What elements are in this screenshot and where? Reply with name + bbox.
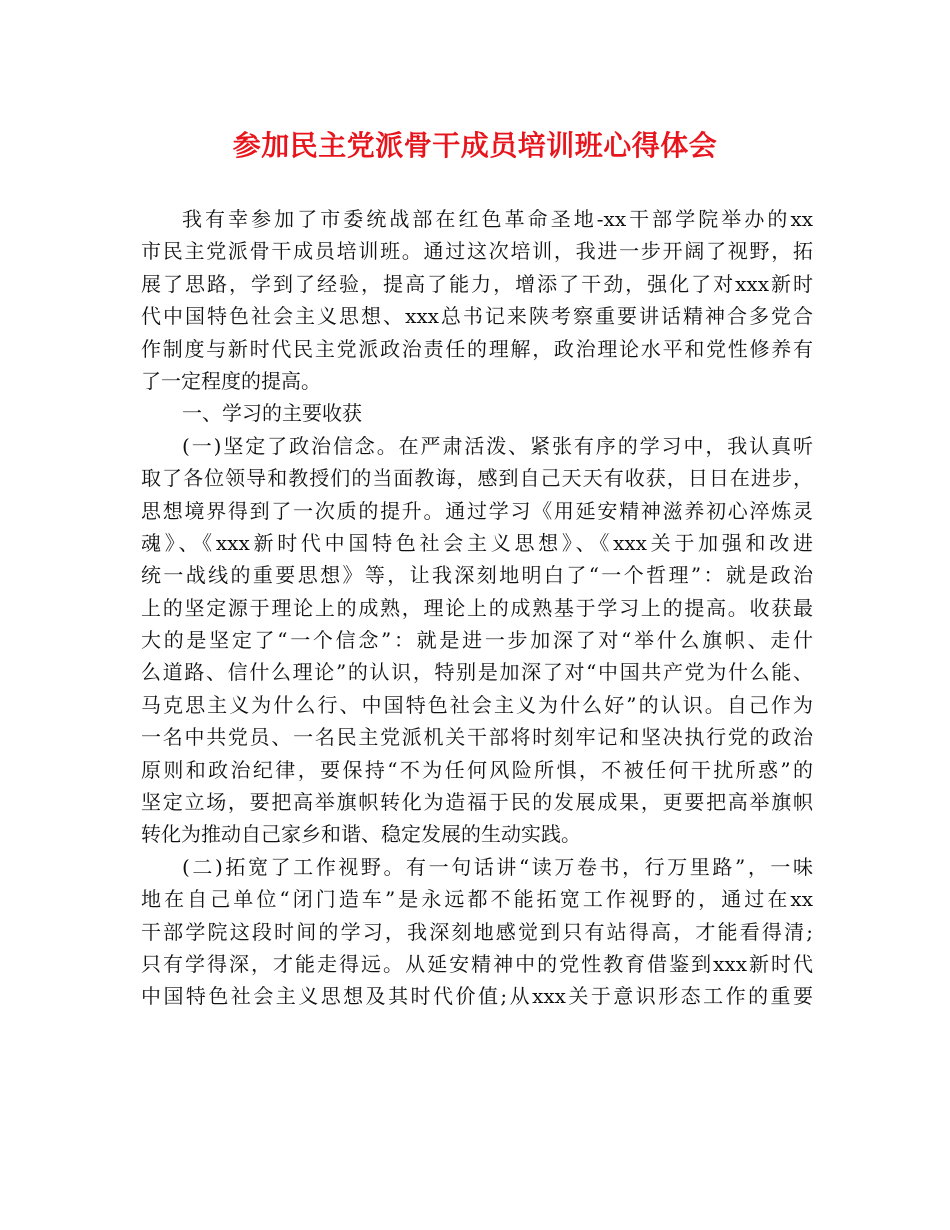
- paragraph-line: 市民主党派骨干成员培训班。通过这次培训，我进一步开阔了视野，拓: [141, 239, 813, 264]
- paragraph-line: 了一定程度的提高。: [141, 368, 321, 393]
- paragraph-line: 原则和政治纪律，要保持“不为任何风险所惧，不被任何干扰所惑”的: [141, 757, 813, 782]
- paragraph-line: 坚定立场，要把高举旗帜转化为造福于民的发展成果，更要把高举旗帜: [141, 790, 813, 815]
- paragraph-line: 么道路、信什么理论”的认识，特别是加深了对“中国共产党为什么能、: [141, 660, 813, 685]
- paragraph-line: 作制度与新时代民主党派政治责任的理解，政治理论水平和党性修养有: [141, 336, 813, 361]
- paragraph-line: 一名中共党员、一名民主党派机关干部将时刻牢记和坚决执行党的政治: [141, 725, 813, 750]
- paragraph-line: 思想境界得到了一次质的提升。通过学习《用延安精神滋养初心淬炼灵: [141, 498, 813, 523]
- paragraph-line: 代中国特色社会主义思想、xxx总书记来陕考察重要讲话精神合多党合: [141, 304, 813, 329]
- document-title: 参加民主党派骨干成员培训班心得体会: [232, 129, 718, 162]
- paragraph-first-line: 一、学习的主要收获: [182, 401, 362, 426]
- paragraph-line: 魂》、《xxx新时代中国特色社会主义思想》、《xxx关于加强和改进: [141, 530, 813, 555]
- paragraph-first-line: (一)坚定了政治信念。在严肃活泼、紧张有序的学习中，我认真听: [182, 433, 813, 458]
- paragraph-line: 中国特色社会主义思想及其时代价值;从xxx关于意识形态工作的重要: [141, 984, 813, 1009]
- paragraph-line: 展了思路，学到了经验，提高了能力，增添了干劲，强化了对xxx新时: [141, 271, 813, 296]
- paragraph-line: 取了各位领导和教授们的当面教诲，感到自己天天有收获，日日在进步，: [141, 466, 813, 491]
- paragraph-line: 大的是坚定了“一个信念”：就是进一步加深了对“举什么旗帜、走什: [141, 628, 813, 653]
- paragraph-first-line: (二)拓宽了工作视野。有一句话讲“读万卷书，行万里路”，一味: [182, 854, 813, 879]
- paragraph-line: 地在自己单位“闭门造车”是永远都不能拓宽工作视野的，通过在xx: [141, 887, 813, 912]
- paragraph-line: 上的坚定源于理论上的成熟，理论上的成熟基于学习上的提高。收获最: [141, 595, 813, 620]
- paragraph-line: 马克思主义为什么行、中国特色社会主义为什么好”的认识。自己作为: [141, 692, 813, 717]
- paragraph-line: 干部学院这段时间的学习，我深刻地感觉到只有站得高，才能看得清;: [141, 919, 813, 944]
- paragraph-first-line: 我有幸参加了市委统战部在红色革命圣地-xx干部学院举办的xx: [182, 207, 813, 231]
- document-body: [141, 203, 813, 1013]
- paragraph-line: 转化为推动自己家乡和谐、稳定发展的生动实践。: [141, 822, 581, 847]
- paragraph-line: 统一战线的重要思想》等，让我深刻地明白了“一个哲理”：就是政治: [141, 563, 813, 588]
- paragraph-line: 只有学得深，才能走得远。从延安精神中的党性教育借鉴到xxx新时代: [141, 951, 813, 976]
